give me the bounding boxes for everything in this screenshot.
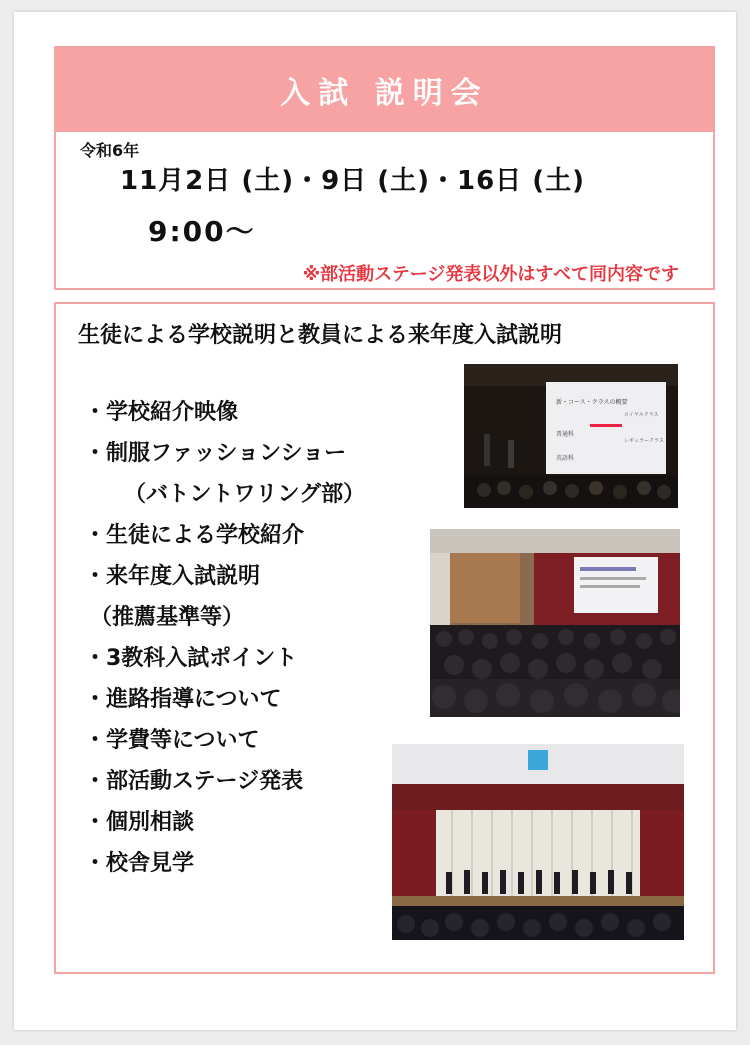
photo-auditorium (430, 529, 680, 717)
slide-row-2: 英語科 (556, 455, 575, 462)
era-year: 令和6年 (80, 141, 140, 160)
list-item: ・来年度入試説明 (84, 564, 261, 589)
photo-stage (392, 744, 684, 940)
slide-note-1: ロイヤルクラス (624, 412, 659, 418)
list-item: ・学費等について (84, 728, 260, 753)
list-item: ・校舎見学 (84, 851, 195, 876)
slide-row-1: 普通科 (556, 431, 575, 438)
title-banner (56, 48, 713, 132)
slide-title: 新・コース・クラスの概要 (556, 399, 628, 406)
same-content-note: ※部活動ステージ発表以外はすべて同内容です (302, 264, 679, 285)
list-item: ・個別相談 (84, 810, 195, 835)
auditorium-photo-art (430, 529, 680, 717)
event-time: 9:00〜 (148, 215, 256, 248)
slide-note-2: レギュラークラス (624, 438, 664, 444)
list-item: ・制服ファッションショー (84, 441, 347, 466)
list-item: ・部活動ステージ発表 (84, 769, 304, 794)
list-item: （バトントワリング部） (124, 482, 366, 507)
event-info-box (54, 46, 715, 290)
list-item: ・生徒による学校紹介 (84, 523, 305, 548)
list-item: ・3教科入試ポイント (84, 646, 298, 671)
list-item: （推薦基準等） (90, 605, 245, 630)
event-title: 入試 説明会 (280, 76, 489, 111)
event-dates: 11月2日 (土)・9日 (土)・16日 (土) (120, 166, 585, 196)
program-box (54, 302, 715, 974)
stage-photo-art (392, 744, 684, 940)
list-item: ・進路指導について (84, 687, 282, 712)
program-headline: 生徒による学校説明と教員による来年度入試説明 (78, 323, 563, 348)
presentation-photo-art (464, 364, 678, 508)
program-list (84, 392, 365, 884)
photo-presentation (464, 364, 678, 508)
list-item: ・学校紹介映像 (84, 400, 239, 425)
flyer-sheet (14, 12, 736, 1030)
